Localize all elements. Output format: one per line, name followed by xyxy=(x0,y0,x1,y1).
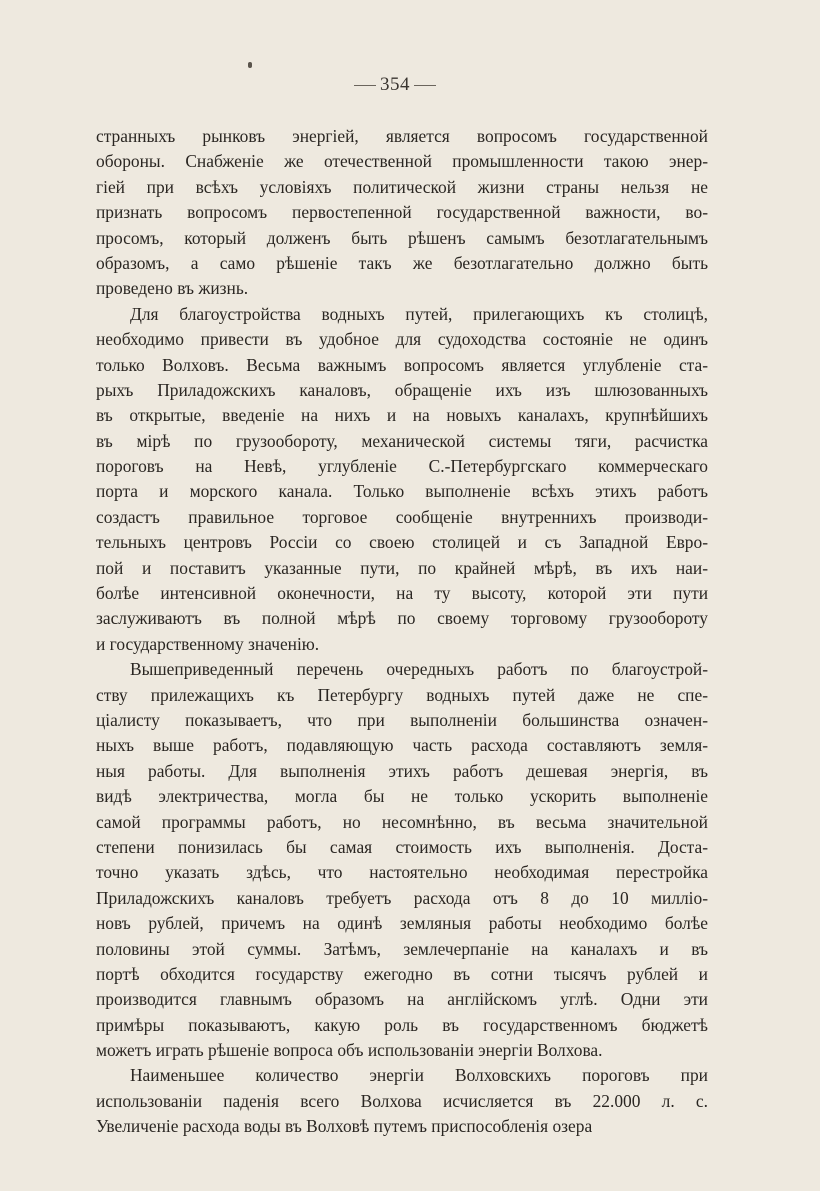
text-line: видѣ электричества, могла бы не только ускорить выполненіе xyxy=(96,786,708,807)
text-line: примѣры показываютъ, какую роль въ государственномъ бюджетѣ xyxy=(96,1014,708,1035)
text-line: тельныхъ центровъ Россіи со своею столицей и съ Западной Евро- xyxy=(96,532,708,553)
text-line: проведено въ жизнь. xyxy=(96,278,249,299)
text-line: новъ рублей, причемъ на одинѣ земляныя работы необходимо болѣе xyxy=(96,913,708,934)
text-line: просомъ, который долженъ быть рѣшенъ самымъ безотлагательнымъ xyxy=(96,227,708,248)
text-line: степени понизилась бы самая стоимость ихъ выполненія. Доста- xyxy=(96,836,708,857)
text-line: Вышеприведенный перечень очередныхъ работъ по благоустрой- xyxy=(130,659,708,680)
text-line: гіей при всѣхъ условіяхъ политической жизни страны нельзя не xyxy=(96,176,708,197)
page-number-dash-left xyxy=(354,85,376,86)
page-number xyxy=(0,74,790,96)
text-line: образомъ, а само рѣшеніе такъ же безотлагательно должно быть xyxy=(96,252,708,273)
text-line: Наименьшее количество энергіи Волховскихъ пороговъ при xyxy=(130,1065,708,1086)
text-line: болѣе интенсивной оконечности, на ту высоту, которой эти пути xyxy=(96,583,708,604)
text-line: въ открытые, введеніе на нихъ и на новыхъ каналахъ, крупнѣйшихъ xyxy=(96,405,708,426)
text-line: Для благоустройства водныхъ путей, прилегающихъ къ столицѣ, xyxy=(130,303,708,324)
text-line: самой программы работъ, но несомнѣнно, въ весьма значительной xyxy=(96,811,708,832)
text-line: ціалисту показываетъ, что при выполненіи большинства означен- xyxy=(96,709,708,730)
text-line: Приладожскихъ каналовъ требуетъ расхода отъ 8 до 10 милліо- xyxy=(96,887,708,908)
text-line: пой и поставитъ указанные пути, по крайней мѣрѣ, въ ихъ наи- xyxy=(96,557,708,578)
text-line: обороны. Снабженіе же отечественной промышленности такою энер- xyxy=(96,151,708,172)
paragraph xyxy=(96,124,708,302)
text-line: можетъ играть рѣшеніе вопроса объ использованіи энергіи Волхова. xyxy=(96,1040,603,1061)
ink-speck xyxy=(248,62,252,68)
text-line: производится главнымъ образомъ на англійскомъ углѣ. Одни эти xyxy=(96,989,708,1010)
text-line: заслуживаютъ въ полной мѣрѣ по своему торговому грузообороту xyxy=(96,608,708,629)
text-line: половины этой суммы. Затѣмъ, землечерпаніе на каналахъ и въ xyxy=(96,938,708,959)
text-line: ству прилежащихъ къ Петербургу водныхъ путей даже не спе- xyxy=(96,684,708,705)
text-line: порта и морского канала. Только выполненіе всѣхъ этихъ работъ xyxy=(96,481,708,502)
paragraph xyxy=(96,302,708,657)
text-line: и государственному значенію. xyxy=(96,633,320,654)
text-line: въ мірѣ по грузообороту, механической системы тяги, расчистка xyxy=(96,430,708,451)
body-text xyxy=(96,124,708,1140)
text-line: рыхъ Приладожскихъ каналовъ, обращеніе ихъ изъ шлюзованныхъ xyxy=(96,379,708,400)
text-line: признать вопросомъ первостепенной государственной важности, во- xyxy=(96,202,708,223)
text-line: Увеличеніе расхода воды въ Волховѣ путемъ приспособленія озера xyxy=(96,1116,593,1137)
text-line: ныхъ выше работъ, подавляющую часть расхода составляютъ земля- xyxy=(96,735,708,756)
page-number-value: 354 xyxy=(380,74,410,95)
text-line: пороговъ на Невѣ, углубленіе С.-Петербургскаго коммерческаго xyxy=(96,456,708,477)
paragraph xyxy=(96,657,708,1063)
text-line: использованіи паденія всего Волхова исчисляется въ 22.000 л. с. xyxy=(96,1090,708,1111)
page-number-dash-right xyxy=(414,85,436,86)
text-line: странныхъ рынковъ энергіей, является вопросомъ государственной xyxy=(96,126,708,146)
text-line: создастъ правильное торговое сообщеніе внутреннихъ производи- xyxy=(96,506,708,527)
paragraph xyxy=(96,1063,708,1139)
text-line: ныя работы. Для выполненія этихъ работъ дешевая энергія, въ xyxy=(96,760,708,781)
text-line: точно указать здѣсь, что настоятельно необходимая перестройка xyxy=(96,862,708,883)
text-line: необходимо привести въ удобное для судоходства состояніе не одинъ xyxy=(96,329,708,350)
text-line: только Волховъ. Весьма важнымъ вопросомъ является углубленіе ста- xyxy=(96,354,708,375)
text-line: портѣ обходится государству ежегодно въ сотни тысячъ рублей и xyxy=(96,963,708,984)
